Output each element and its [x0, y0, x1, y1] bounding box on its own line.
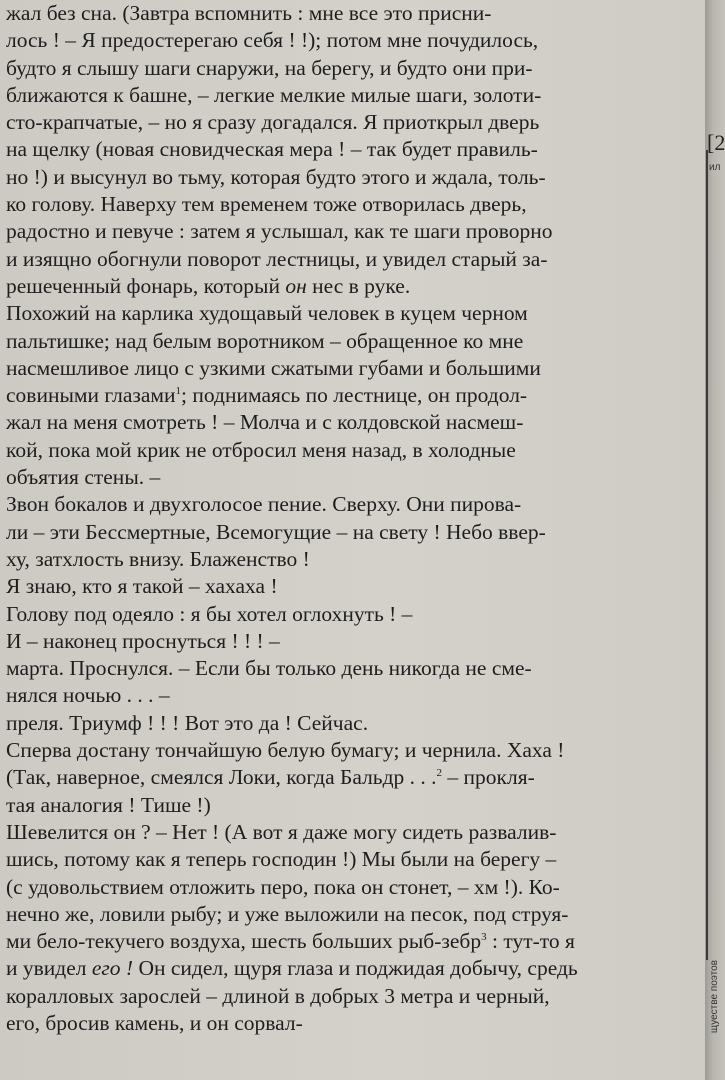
text-line: Сперва достану тончайшую белую бумагу; и чернила. Хаха !	[6, 738, 565, 763]
bracket-glyph: [	[707, 130, 715, 155]
italic-word: он	[285, 273, 307, 298]
text-fragment: решеченный фонарь, который	[6, 273, 286, 298]
footnote-marker: 3	[481, 930, 487, 943]
text-line: Шевелится он ? – Нет ! (А вот я даже могу сидеть развалив-	[6, 819, 557, 844]
text-line	[6, 764, 696, 791]
text-line: ближаются к башне, – легкие мелкие милые шаги, золоти-	[6, 82, 542, 107]
footnote-marker: 2	[436, 767, 443, 780]
text-line: нечно же, ловили рыбу; и уже выложили на песок, под струя-	[6, 901, 569, 926]
text-line: его, бросив камень, и он сорвал-	[6, 1010, 303, 1035]
text-line: жал без сна. (Завтра вспомнить : мне все это присни-	[6, 1, 492, 25]
text-line	[6, 955, 696, 982]
text-line	[6, 273, 696, 300]
text-line: ху, затхлость внизу. Блаженство !	[6, 546, 310, 571]
text-line	[6, 382, 696, 409]
text-fragment: нес в руке.	[306, 273, 411, 298]
text-line: Я знаю, кто я такой – хахаха !	[6, 574, 278, 599]
text-fragment: Он сидел, щуря глаза и поджидая добычу, средь	[133, 956, 578, 981]
spine-top-label: ил	[709, 162, 721, 173]
text-line: жал на меня смотреть ! – Молча и с колдовской насмеш-	[6, 410, 524, 435]
text-line: И – наконец проснуться ! ! ! –	[6, 628, 280, 653]
text-fragment: ; поднимаясь по лестнице, он продол-	[181, 383, 528, 408]
text-line: кой, пока мой крик не отбросил меня назад, в холодные	[6, 437, 516, 462]
text-line: шись, потому как я теперь господин !) Мы были на берегу –	[6, 847, 557, 872]
text-line: коралловых зарослей – длиной в добрых 3 метра и черный,	[6, 983, 550, 1008]
text-fragment: и увидел	[6, 956, 92, 981]
text-line: тая аналогия ! Тише !)	[6, 792, 211, 817]
text-line: преля. Триумф ! ! ! Вот это да ! Сейчас.	[6, 710, 369, 735]
text-fragment: (Так, наверное, смеялся Локи, когда Бальдр . . .	[6, 765, 437, 790]
text-line	[6, 928, 696, 955]
text-line: (с удовольствием отложить перо, пока он стонет, – хм !). Ко-	[6, 874, 560, 899]
text-line: но !) и высунул во тьму, которая будто этого и ждала, толь-	[6, 164, 546, 189]
text-fragment: : тут-то я	[486, 929, 575, 954]
text-line: на щелку (новая сновидческая мера ! – так будет правиль-	[6, 137, 538, 162]
text-line: пальтишке; над белым воротником – обращенное ко мне	[6, 328, 524, 353]
text-line: и изящно обогнули поворот лестницы, и увидел старый за-	[6, 246, 548, 271]
spine-vertical-label: щуестве поэтов	[709, 960, 720, 1034]
text-fragment: – прокля-	[442, 765, 535, 790]
text-line: Звон бокалов и двухголосое пение. Сверху. Они пирова-	[6, 492, 522, 517]
spine-edge-line	[706, 150, 708, 960]
text-line: нялся ночью . . . –	[6, 683, 170, 708]
text-line: ко голову. Наверху тем временем тоже отворилась дверь,	[6, 192, 527, 217]
text-line: марта. Проснулся. – Если бы только день никогда не сме-	[6, 656, 532, 681]
text-line: насмешливое лицо с узкими сжатыми губами и большими	[6, 355, 541, 380]
text-fragment: ми бело-текучего воздуха, шесть больших рыб-зебр	[6, 929, 482, 954]
text-line: лось ! – Я предостерегаю себя ! !); потом мне почудилось,	[6, 28, 539, 53]
footnote-marker: 1	[175, 385, 182, 397]
text-line: Голову под одеяло : я бы хотел оглохнуть ! –	[6, 601, 413, 626]
body-text	[6, 0, 696, 1037]
text-line: радостно и певуче : затем я услышал, как те шаги проворно	[6, 219, 553, 244]
spine-bracket-mark	[707, 130, 725, 156]
text-fragment: совиными глазами	[6, 383, 176, 408]
spine-digit: 2	[714, 130, 725, 155]
text-line: ли – эти Бессмертные, Всемогущие – на свету ! Небо ввер-	[6, 519, 546, 544]
italic-word: его !	[91, 956, 134, 981]
text-line: Похожий на карлика худощавый человек в куцем черном	[6, 301, 528, 326]
text-line: объятия стены. –	[6, 465, 161, 490]
text-line: будто я слышу шаги снаружи, на берегу, и будто они при-	[6, 55, 533, 80]
text-line: сто-крапчатые, – но я сразу догадался. Я приоткрыл дверь	[6, 110, 540, 135]
